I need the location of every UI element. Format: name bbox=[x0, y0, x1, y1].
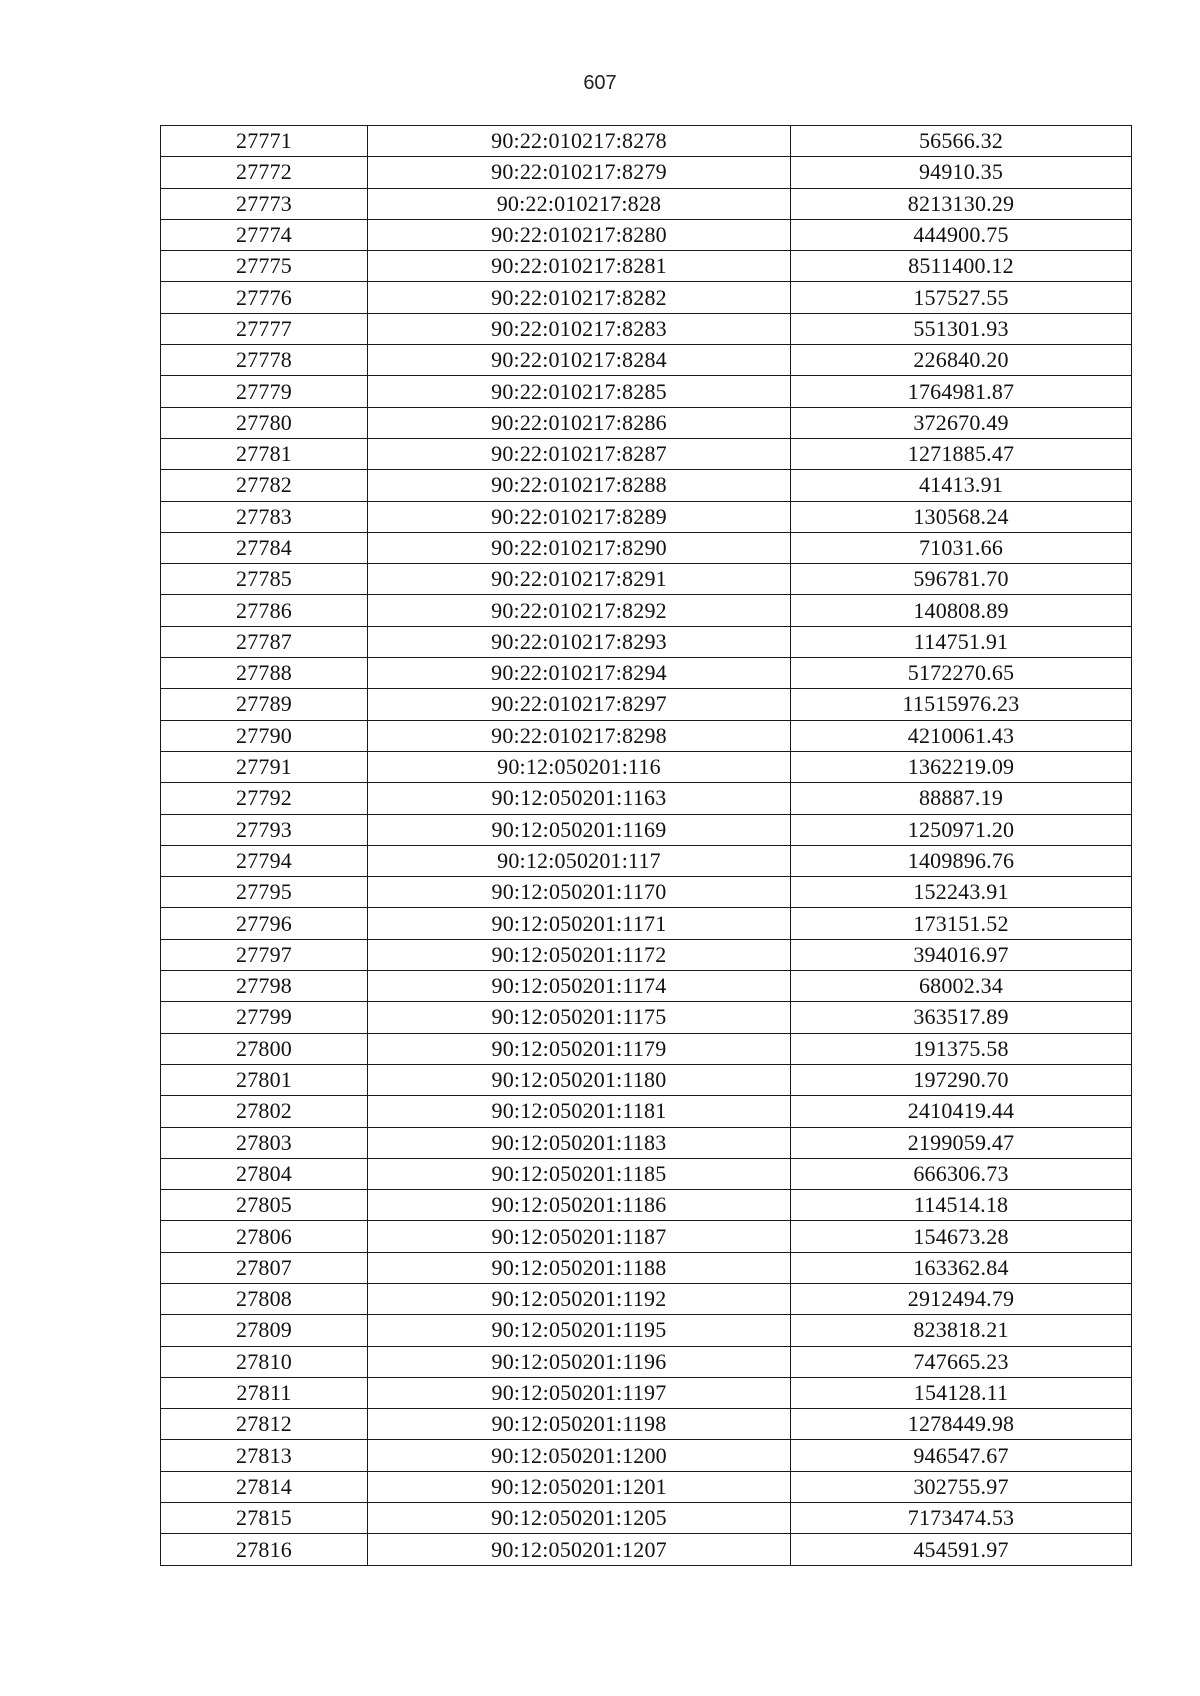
table-row bbox=[161, 751, 1132, 782]
row-number-cell: 27776 bbox=[161, 282, 368, 313]
cadastral-number-cell: 90:22:010217:8297 bbox=[368, 689, 791, 720]
cadastral-number-cell: 90:12:050201:1171 bbox=[368, 908, 791, 939]
table-row bbox=[161, 658, 1132, 689]
row-number-cell: 27811 bbox=[161, 1377, 368, 1408]
table-row bbox=[161, 1221, 1132, 1252]
cadastral-number-cell: 90:12:050201:1197 bbox=[368, 1377, 791, 1408]
cadastral-value-cell: 94910.35 bbox=[791, 157, 1132, 188]
row-number-cell: 27794 bbox=[161, 845, 368, 876]
cadastral-value-cell: 372670.49 bbox=[791, 407, 1132, 438]
table-row bbox=[161, 438, 1132, 469]
cadastral-value-cell: 130568.24 bbox=[791, 501, 1132, 532]
cadastral-value-cell: 7173474.53 bbox=[791, 1503, 1132, 1534]
cadastral-number-cell: 90:22:010217:8284 bbox=[368, 345, 791, 376]
table-row bbox=[161, 532, 1132, 563]
table-row bbox=[161, 157, 1132, 188]
table-row bbox=[161, 720, 1132, 751]
cadastral-number-cell: 90:12:050201:1196 bbox=[368, 1346, 791, 1377]
cadastral-number-cell: 90:22:010217:8294 bbox=[368, 658, 791, 689]
row-number-cell: 27799 bbox=[161, 1002, 368, 1033]
cadastral-value-cell: 152243.91 bbox=[791, 877, 1132, 908]
cadastral-value-cell: 823818.21 bbox=[791, 1315, 1132, 1346]
cadastral-value-cell: 163362.84 bbox=[791, 1252, 1132, 1283]
table-row bbox=[161, 626, 1132, 657]
row-number-cell: 27800 bbox=[161, 1033, 368, 1064]
cadastral-number-cell: 90:22:010217:8289 bbox=[368, 501, 791, 532]
row-number-cell: 27815 bbox=[161, 1503, 368, 1534]
cadastral-value-cell: 1278449.98 bbox=[791, 1409, 1132, 1440]
row-number-cell: 27771 bbox=[161, 126, 368, 157]
table-row bbox=[161, 1471, 1132, 1502]
table-row bbox=[161, 1377, 1132, 1408]
cadastral-number-cell: 90:22:010217:8278 bbox=[368, 126, 791, 157]
table-row bbox=[161, 971, 1132, 1002]
table-row bbox=[161, 345, 1132, 376]
registry-table bbox=[160, 125, 1132, 1566]
table-row bbox=[161, 564, 1132, 595]
cadastral-value-cell: 114751.91 bbox=[791, 626, 1132, 657]
cadastral-value-cell: 2410419.44 bbox=[791, 1096, 1132, 1127]
row-number-cell: 27795 bbox=[161, 877, 368, 908]
row-number-cell: 27774 bbox=[161, 219, 368, 250]
row-number-cell: 27785 bbox=[161, 564, 368, 595]
row-number-cell: 27805 bbox=[161, 1190, 368, 1221]
row-number-cell: 27804 bbox=[161, 1158, 368, 1189]
row-number-cell: 27810 bbox=[161, 1346, 368, 1377]
table-row bbox=[161, 1440, 1132, 1471]
row-number-cell: 27779 bbox=[161, 376, 368, 407]
row-number-cell: 27803 bbox=[161, 1127, 368, 1158]
cadastral-number-cell: 90:22:010217:828 bbox=[368, 188, 791, 219]
row-number-cell: 27782 bbox=[161, 470, 368, 501]
cadastral-value-cell: 1362219.09 bbox=[791, 751, 1132, 782]
cadastral-value-cell: 551301.93 bbox=[791, 313, 1132, 344]
cadastral-value-cell: 1271885.47 bbox=[791, 438, 1132, 469]
cadastral-number-cell: 90:12:050201:1207 bbox=[368, 1534, 791, 1565]
cadastral-value-cell: 154673.28 bbox=[791, 1221, 1132, 1252]
cadastral-value-cell: 8213130.29 bbox=[791, 188, 1132, 219]
cadastral-value-cell: 444900.75 bbox=[791, 219, 1132, 250]
cadastral-number-cell: 90:12:050201:1200 bbox=[368, 1440, 791, 1471]
cadastral-number-cell: 90:22:010217:8287 bbox=[368, 438, 791, 469]
cadastral-number-cell: 90:12:050201:1198 bbox=[368, 1409, 791, 1440]
row-number-cell: 27791 bbox=[161, 751, 368, 782]
row-number-cell: 27788 bbox=[161, 658, 368, 689]
row-number-cell: 27778 bbox=[161, 345, 368, 376]
cadastral-value-cell: 140808.89 bbox=[791, 595, 1132, 626]
cadastral-number-cell: 90:12:050201:1201 bbox=[368, 1471, 791, 1502]
table-row bbox=[161, 1409, 1132, 1440]
cadastral-number-cell: 90:12:050201:1185 bbox=[368, 1158, 791, 1189]
table-row bbox=[161, 1534, 1132, 1565]
cadastral-value-cell: 596781.70 bbox=[791, 564, 1132, 595]
cadastral-number-cell: 90:12:050201:1188 bbox=[368, 1252, 791, 1283]
cadastral-value-cell: 197290.70 bbox=[791, 1064, 1132, 1095]
cadastral-value-cell: 363517.89 bbox=[791, 1002, 1132, 1033]
table-row bbox=[161, 1315, 1132, 1346]
row-number-cell: 27781 bbox=[161, 438, 368, 469]
cadastral-value-cell: 2199059.47 bbox=[791, 1127, 1132, 1158]
row-number-cell: 27812 bbox=[161, 1409, 368, 1440]
table-row bbox=[161, 845, 1132, 876]
row-number-cell: 27790 bbox=[161, 720, 368, 751]
table-row bbox=[161, 877, 1132, 908]
table-row bbox=[161, 376, 1132, 407]
row-number-cell: 27796 bbox=[161, 908, 368, 939]
row-number-cell: 27801 bbox=[161, 1064, 368, 1095]
cadastral-number-cell: 90:22:010217:8281 bbox=[368, 251, 791, 282]
cadastral-number-cell: 90:12:050201:1187 bbox=[368, 1221, 791, 1252]
row-number-cell: 27783 bbox=[161, 501, 368, 532]
row-number-cell: 27816 bbox=[161, 1534, 368, 1565]
table-row bbox=[161, 908, 1132, 939]
cadastral-value-cell: 173151.52 bbox=[791, 908, 1132, 939]
cadastral-number-cell: 90:22:010217:8280 bbox=[368, 219, 791, 250]
cadastral-number-cell: 90:12:050201:1183 bbox=[368, 1127, 791, 1158]
table-row bbox=[161, 219, 1132, 250]
cadastral-value-cell: 71031.66 bbox=[791, 532, 1132, 563]
table-row bbox=[161, 1346, 1132, 1377]
cadastral-number-cell: 90:12:050201:1169 bbox=[368, 814, 791, 845]
table-row bbox=[161, 1252, 1132, 1283]
row-number-cell: 27813 bbox=[161, 1440, 368, 1471]
table-row bbox=[161, 1064, 1132, 1095]
table-row bbox=[161, 783, 1132, 814]
table-row bbox=[161, 1158, 1132, 1189]
table-row bbox=[161, 282, 1132, 313]
cadastral-number-cell: 90:22:010217:8291 bbox=[368, 564, 791, 595]
cadastral-number-cell: 90:12:050201:1195 bbox=[368, 1315, 791, 1346]
table-row bbox=[161, 1033, 1132, 1064]
cadastral-value-cell: 5172270.65 bbox=[791, 658, 1132, 689]
cadastral-number-cell: 90:12:050201:1170 bbox=[368, 877, 791, 908]
cadastral-value-cell: 11515976.23 bbox=[791, 689, 1132, 720]
table-row bbox=[161, 188, 1132, 219]
cadastral-number-cell: 90:12:050201:1192 bbox=[368, 1283, 791, 1314]
cadastral-number-cell: 90:12:050201:1163 bbox=[368, 783, 791, 814]
table-row bbox=[161, 407, 1132, 438]
table-row bbox=[161, 1503, 1132, 1534]
cadastral-value-cell: 41413.91 bbox=[791, 470, 1132, 501]
cadastral-number-cell: 90:12:050201:116 bbox=[368, 751, 791, 782]
cadastral-value-cell: 747665.23 bbox=[791, 1346, 1132, 1377]
cadastral-value-cell: 157527.55 bbox=[791, 282, 1132, 313]
cadastral-number-cell: 90:22:010217:8298 bbox=[368, 720, 791, 751]
cadastral-value-cell: 8511400.12 bbox=[791, 251, 1132, 282]
cadastral-number-cell: 90:22:010217:8285 bbox=[368, 376, 791, 407]
cadastral-number-cell: 90:12:050201:117 bbox=[368, 845, 791, 876]
cadastral-number-cell: 90:12:050201:1174 bbox=[368, 971, 791, 1002]
table-row bbox=[161, 939, 1132, 970]
table-row bbox=[161, 595, 1132, 626]
table-row bbox=[161, 470, 1132, 501]
table-row bbox=[161, 251, 1132, 282]
cadastral-number-cell: 90:12:050201:1186 bbox=[368, 1190, 791, 1221]
table-row bbox=[161, 814, 1132, 845]
table-row bbox=[161, 1002, 1132, 1033]
cadastral-number-cell: 90:12:050201:1181 bbox=[368, 1096, 791, 1127]
cadastral-value-cell: 56566.32 bbox=[791, 126, 1132, 157]
cadastral-number-cell: 90:12:050201:1180 bbox=[368, 1064, 791, 1095]
cadastral-value-cell: 946547.67 bbox=[791, 1440, 1132, 1471]
cadastral-value-cell: 191375.58 bbox=[791, 1033, 1132, 1064]
row-number-cell: 27808 bbox=[161, 1283, 368, 1314]
cadastral-value-cell: 454591.97 bbox=[791, 1534, 1132, 1565]
cadastral-value-cell: 394016.97 bbox=[791, 939, 1132, 970]
cadastral-value-cell: 226840.20 bbox=[791, 345, 1132, 376]
table-row bbox=[161, 501, 1132, 532]
page-number: 607 bbox=[583, 72, 617, 94]
cadastral-value-cell: 666306.73 bbox=[791, 1158, 1132, 1189]
cadastral-value-cell: 68002.34 bbox=[791, 971, 1132, 1002]
cadastral-number-cell: 90:22:010217:8282 bbox=[368, 282, 791, 313]
row-number-cell: 27809 bbox=[161, 1315, 368, 1346]
cadastral-value-cell: 114514.18 bbox=[791, 1190, 1132, 1221]
row-number-cell: 27772 bbox=[161, 157, 368, 188]
row-number-cell: 27806 bbox=[161, 1221, 368, 1252]
row-number-cell: 27784 bbox=[161, 532, 368, 563]
cadastral-number-cell: 90:22:010217:8286 bbox=[368, 407, 791, 438]
table-row bbox=[161, 126, 1132, 157]
cadastral-number-cell: 90:12:050201:1205 bbox=[368, 1503, 791, 1534]
row-number-cell: 27786 bbox=[161, 595, 368, 626]
cadastral-number-cell: 90:12:050201:1175 bbox=[368, 1002, 791, 1033]
row-number-cell: 27792 bbox=[161, 783, 368, 814]
row-number-cell: 27777 bbox=[161, 313, 368, 344]
cadastral-value-cell: 302755.97 bbox=[791, 1471, 1132, 1502]
table-row bbox=[161, 1096, 1132, 1127]
cadastral-value-cell: 2912494.79 bbox=[791, 1283, 1132, 1314]
cadastral-value-cell: 1250971.20 bbox=[791, 814, 1132, 845]
table-row bbox=[161, 1283, 1132, 1314]
row-number-cell: 27787 bbox=[161, 626, 368, 657]
cadastral-number-cell: 90:12:050201:1179 bbox=[368, 1033, 791, 1064]
cadastral-value-cell: 1764981.87 bbox=[791, 376, 1132, 407]
cadastral-number-cell: 90:22:010217:8279 bbox=[368, 157, 791, 188]
registry-table-body bbox=[161, 126, 1132, 1566]
cadastral-number-cell: 90:22:010217:8292 bbox=[368, 595, 791, 626]
cadastral-number-cell: 90:22:010217:8283 bbox=[368, 313, 791, 344]
row-number-cell: 27789 bbox=[161, 689, 368, 720]
row-number-cell: 27793 bbox=[161, 814, 368, 845]
cadastral-number-cell: 90:12:050201:1172 bbox=[368, 939, 791, 970]
cadastral-value-cell: 1409896.76 bbox=[791, 845, 1132, 876]
row-number-cell: 27773 bbox=[161, 188, 368, 219]
cadastral-number-cell: 90:22:010217:8293 bbox=[368, 626, 791, 657]
row-number-cell: 27798 bbox=[161, 971, 368, 1002]
table-row bbox=[161, 1127, 1132, 1158]
row-number-cell: 27775 bbox=[161, 251, 368, 282]
cadastral-value-cell: 154128.11 bbox=[791, 1377, 1132, 1408]
table-row bbox=[161, 1190, 1132, 1221]
row-number-cell: 27797 bbox=[161, 939, 368, 970]
row-number-cell: 27814 bbox=[161, 1471, 368, 1502]
row-number-cell: 27807 bbox=[161, 1252, 368, 1283]
row-number-cell: 27802 bbox=[161, 1096, 368, 1127]
table-row bbox=[161, 689, 1132, 720]
cadastral-value-cell: 88887.19 bbox=[791, 783, 1132, 814]
cadastral-value-cell: 4210061.43 bbox=[791, 720, 1132, 751]
row-number-cell: 27780 bbox=[161, 407, 368, 438]
table-row bbox=[161, 313, 1132, 344]
cadastral-number-cell: 90:22:010217:8288 bbox=[368, 470, 791, 501]
cadastral-number-cell: 90:22:010217:8290 bbox=[368, 532, 791, 563]
